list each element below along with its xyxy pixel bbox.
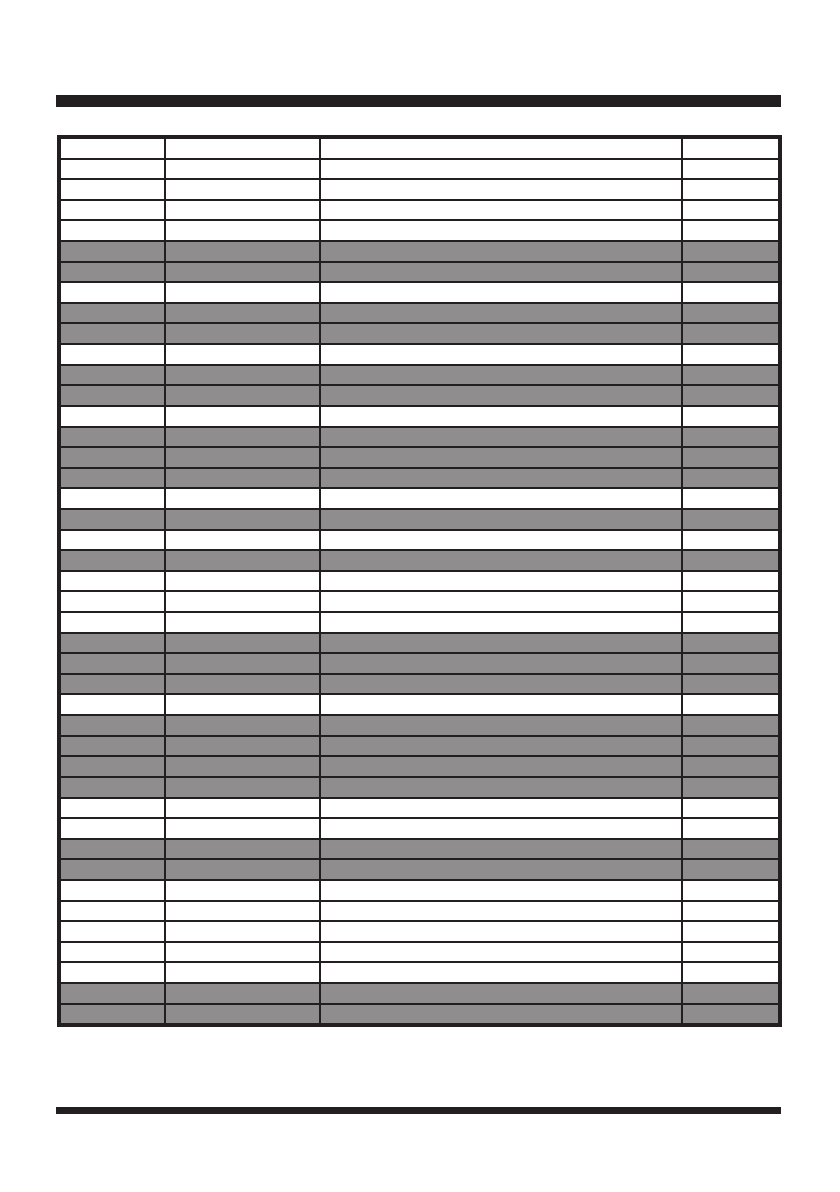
table-cell bbox=[166, 592, 319, 611]
table-cell bbox=[166, 201, 319, 220]
table-cell bbox=[166, 448, 319, 467]
table-row bbox=[61, 737, 778, 756]
table-cell bbox=[61, 799, 164, 818]
table-cell bbox=[61, 757, 164, 776]
table-cell bbox=[166, 428, 319, 447]
table-cell bbox=[166, 283, 319, 302]
table-cell bbox=[321, 1005, 681, 1024]
table-cell bbox=[321, 448, 681, 467]
table-cell bbox=[321, 902, 681, 921]
table-cell bbox=[61, 283, 164, 302]
table-cell bbox=[166, 634, 319, 653]
table-row bbox=[61, 263, 778, 282]
table-row bbox=[61, 469, 778, 488]
table-row bbox=[61, 592, 778, 611]
table-cell bbox=[683, 819, 778, 838]
table-cell bbox=[683, 407, 778, 426]
table-cell bbox=[683, 324, 778, 343]
table-cell bbox=[61, 551, 164, 570]
table-row bbox=[61, 531, 778, 550]
table-cell bbox=[166, 716, 319, 735]
table-cell bbox=[683, 428, 778, 447]
table-cell bbox=[321, 819, 681, 838]
table-cell bbox=[61, 943, 164, 962]
table-cell bbox=[321, 922, 681, 941]
table-cell bbox=[321, 160, 681, 179]
table-cell bbox=[61, 201, 164, 220]
table-cell bbox=[683, 984, 778, 1003]
table-cell bbox=[321, 799, 681, 818]
table-cell bbox=[166, 819, 319, 838]
table-cell bbox=[61, 716, 164, 735]
table-cell bbox=[683, 799, 778, 818]
table-cell bbox=[321, 757, 681, 776]
table-cell bbox=[166, 778, 319, 797]
table-row bbox=[61, 283, 778, 302]
table-cell bbox=[61, 304, 164, 323]
table-cell bbox=[166, 386, 319, 405]
table-cell bbox=[166, 469, 319, 488]
table-row bbox=[61, 902, 778, 921]
table-cell bbox=[61, 469, 164, 488]
table-row bbox=[61, 551, 778, 570]
table-cell bbox=[166, 489, 319, 508]
table-cell bbox=[683, 345, 778, 364]
table-row bbox=[61, 345, 778, 364]
table-cell bbox=[321, 613, 681, 632]
table-cell bbox=[321, 963, 681, 982]
table-cell bbox=[683, 1005, 778, 1024]
table-cell bbox=[61, 984, 164, 1003]
table-cell bbox=[61, 531, 164, 550]
table-cell bbox=[61, 489, 164, 508]
table-cell bbox=[166, 943, 319, 962]
table-cell bbox=[321, 860, 681, 879]
table-cell bbox=[166, 366, 319, 385]
table-cell bbox=[166, 510, 319, 529]
table-cell bbox=[166, 984, 319, 1003]
table-cell bbox=[321, 984, 681, 1003]
table-cell bbox=[683, 221, 778, 240]
table-cell bbox=[683, 283, 778, 302]
table-cell bbox=[683, 613, 778, 632]
table-cell bbox=[683, 634, 778, 653]
table-cell bbox=[321, 428, 681, 447]
table-cell bbox=[321, 840, 681, 859]
table-cell bbox=[683, 304, 778, 323]
table-cell bbox=[683, 160, 778, 179]
table-cell bbox=[683, 860, 778, 879]
table-cell bbox=[321, 407, 681, 426]
table-row bbox=[61, 757, 778, 776]
table-cell bbox=[61, 221, 164, 240]
table-cell bbox=[166, 160, 319, 179]
table-cell bbox=[61, 242, 164, 261]
table-cell bbox=[321, 634, 681, 653]
table-cell bbox=[61, 366, 164, 385]
table-cell bbox=[321, 386, 681, 405]
table-cell bbox=[166, 757, 319, 776]
table-cell bbox=[61, 160, 164, 179]
table-cell bbox=[166, 242, 319, 261]
table-cell bbox=[61, 675, 164, 694]
table-cell bbox=[683, 902, 778, 921]
table-cell bbox=[321, 201, 681, 220]
table-cell bbox=[61, 819, 164, 838]
table-cell bbox=[166, 221, 319, 240]
table-row bbox=[61, 407, 778, 426]
table-row bbox=[61, 963, 778, 982]
table-cell bbox=[683, 448, 778, 467]
table-cell bbox=[61, 572, 164, 591]
table-row bbox=[61, 881, 778, 900]
table-cell bbox=[61, 139, 164, 158]
table-row bbox=[61, 180, 778, 199]
table-cell bbox=[61, 510, 164, 529]
table-cell bbox=[61, 345, 164, 364]
table-cell bbox=[321, 778, 681, 797]
table-cell bbox=[683, 366, 778, 385]
table-cell bbox=[683, 963, 778, 982]
table-cell bbox=[683, 778, 778, 797]
table-row bbox=[61, 324, 778, 343]
table-cell bbox=[683, 695, 778, 714]
table-cell bbox=[321, 469, 681, 488]
table-cell bbox=[683, 675, 778, 694]
table-cell bbox=[166, 902, 319, 921]
table-cell bbox=[321, 221, 681, 240]
table-row bbox=[61, 1005, 778, 1024]
table-cell bbox=[166, 407, 319, 426]
table-cell bbox=[683, 592, 778, 611]
table-row bbox=[61, 654, 778, 673]
table-cell bbox=[166, 840, 319, 859]
table-row bbox=[61, 386, 778, 405]
table-cell bbox=[166, 963, 319, 982]
table-cell bbox=[683, 242, 778, 261]
table-cell bbox=[683, 757, 778, 776]
table-cell bbox=[321, 531, 681, 550]
table-cell bbox=[166, 345, 319, 364]
table-cell bbox=[166, 180, 319, 199]
table-cell bbox=[321, 263, 681, 282]
table-cell bbox=[321, 551, 681, 570]
table-cell bbox=[683, 572, 778, 591]
table-cell bbox=[61, 737, 164, 756]
table-row bbox=[61, 695, 778, 714]
table-cell bbox=[683, 469, 778, 488]
table-row bbox=[61, 366, 778, 385]
table-row bbox=[61, 139, 778, 158]
table-row bbox=[61, 160, 778, 179]
table-row bbox=[61, 778, 778, 797]
table-cell bbox=[166, 139, 319, 158]
table-cell bbox=[61, 263, 164, 282]
table-cell bbox=[166, 881, 319, 900]
table-cell bbox=[166, 304, 319, 323]
table-cell bbox=[321, 489, 681, 508]
table-cell bbox=[61, 386, 164, 405]
table-row bbox=[61, 613, 778, 632]
table-cell bbox=[683, 551, 778, 570]
table-cell bbox=[166, 675, 319, 694]
table-cell bbox=[61, 695, 164, 714]
table-cell bbox=[61, 324, 164, 343]
table-cell bbox=[166, 737, 319, 756]
table-cell bbox=[321, 139, 681, 158]
table-cell bbox=[321, 675, 681, 694]
table-cell bbox=[683, 922, 778, 941]
table-cell bbox=[166, 922, 319, 941]
table-row bbox=[61, 242, 778, 261]
table-row bbox=[61, 428, 778, 447]
table-cell bbox=[61, 840, 164, 859]
table-row bbox=[61, 819, 778, 838]
table-cell bbox=[683, 386, 778, 405]
table-cell bbox=[321, 366, 681, 385]
table-cell bbox=[683, 943, 778, 962]
table-cell bbox=[683, 139, 778, 158]
table-cell bbox=[683, 201, 778, 220]
table-cell bbox=[683, 180, 778, 199]
table-row bbox=[61, 510, 778, 529]
table-cell bbox=[321, 592, 681, 611]
table-cell bbox=[61, 428, 164, 447]
table-cell bbox=[61, 613, 164, 632]
table-cell bbox=[166, 531, 319, 550]
table-cell bbox=[321, 283, 681, 302]
data-table bbox=[57, 135, 782, 1027]
table-row bbox=[61, 675, 778, 694]
table-cell bbox=[61, 778, 164, 797]
table-cell bbox=[321, 324, 681, 343]
table-cell bbox=[166, 860, 319, 879]
table-row bbox=[61, 634, 778, 653]
table-cell bbox=[166, 695, 319, 714]
table-cell bbox=[61, 902, 164, 921]
table-cell bbox=[321, 654, 681, 673]
table-cell bbox=[321, 716, 681, 735]
table-cell bbox=[321, 304, 681, 323]
header-rule bbox=[56, 95, 781, 107]
table-row bbox=[61, 201, 778, 220]
table-cell bbox=[61, 654, 164, 673]
table-cell bbox=[61, 860, 164, 879]
table-cell bbox=[166, 263, 319, 282]
table-row bbox=[61, 799, 778, 818]
table-cell bbox=[321, 510, 681, 529]
table-cell bbox=[321, 242, 681, 261]
table-cell bbox=[61, 634, 164, 653]
table-row bbox=[61, 221, 778, 240]
table-row bbox=[61, 304, 778, 323]
table-body bbox=[61, 139, 778, 1023]
table-cell bbox=[683, 263, 778, 282]
table-cell bbox=[321, 881, 681, 900]
table-cell bbox=[321, 345, 681, 364]
table-cell bbox=[61, 963, 164, 982]
table-cell bbox=[683, 531, 778, 550]
table-row bbox=[61, 572, 778, 591]
table-row bbox=[61, 489, 778, 508]
table-cell bbox=[166, 572, 319, 591]
table-cell bbox=[166, 324, 319, 343]
table-cell bbox=[683, 737, 778, 756]
table-cell bbox=[321, 943, 681, 962]
table-row bbox=[61, 922, 778, 941]
table-row bbox=[61, 860, 778, 879]
table-cell bbox=[321, 572, 681, 591]
table-cell bbox=[683, 654, 778, 673]
table-cell bbox=[61, 448, 164, 467]
table-cell bbox=[683, 510, 778, 529]
table-cell bbox=[321, 695, 681, 714]
table-cell bbox=[683, 716, 778, 735]
table-cell bbox=[321, 737, 681, 756]
table-row bbox=[61, 943, 778, 962]
table-cell bbox=[61, 1005, 164, 1024]
footer-rule bbox=[56, 1107, 781, 1114]
table-cell bbox=[166, 654, 319, 673]
table-cell bbox=[683, 840, 778, 859]
table-cell bbox=[166, 551, 319, 570]
table-cell bbox=[61, 592, 164, 611]
table-cell bbox=[683, 881, 778, 900]
table-cell bbox=[166, 613, 319, 632]
table-cell bbox=[61, 407, 164, 426]
table-cell bbox=[166, 1005, 319, 1024]
table-cell bbox=[61, 922, 164, 941]
table-cell bbox=[321, 180, 681, 199]
table-row bbox=[61, 984, 778, 1003]
table-cell bbox=[166, 799, 319, 818]
table-cell bbox=[61, 180, 164, 199]
table-cell bbox=[61, 881, 164, 900]
table-cell bbox=[683, 489, 778, 508]
table-row bbox=[61, 840, 778, 859]
table-row bbox=[61, 716, 778, 735]
table-row bbox=[61, 448, 778, 467]
